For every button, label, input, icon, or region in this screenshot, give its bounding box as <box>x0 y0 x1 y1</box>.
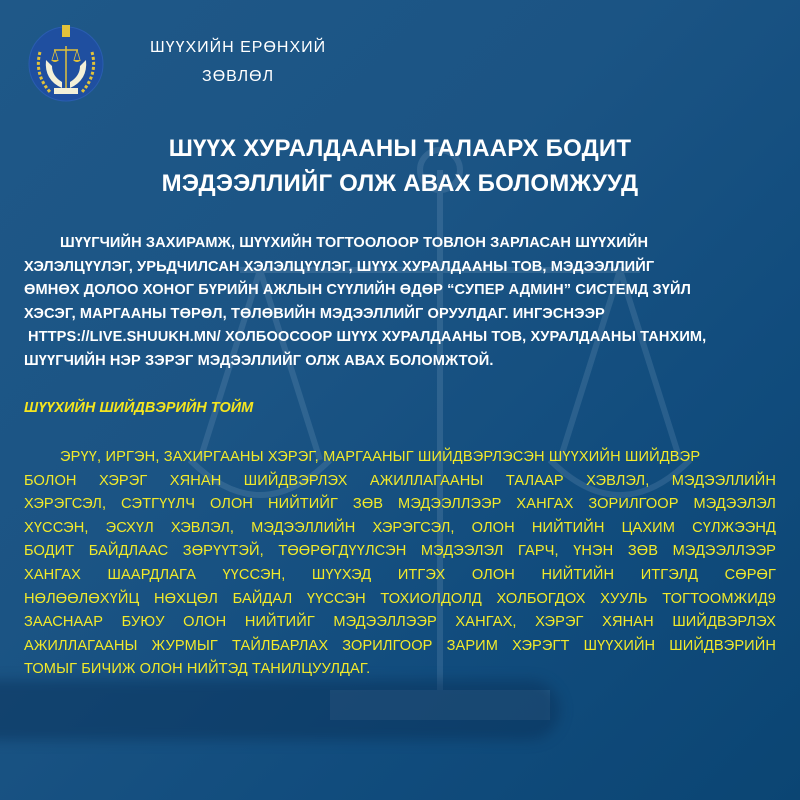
summary-line: ТОМЫГ БИЧИЖ ОЛОН НИЙТЭД ТАНИЛЦУУЛДАГ. <box>24 661 371 678</box>
summary-line: БОЛОН ХЭРЭГ ХЯНАН ШИЙДВЭРЛЭХ АЖИЛЛАГААНЫ ТАЛААР ХЭВЛЭЛ, МЭДЭЭЛЛИЙН <box>24 472 776 489</box>
intro-line: HTTPS://LIVE.SHUUKH.MN/ ХОЛБООСООР ШҮҮХ ХУРАЛДААНЫ ТОВ, ХУРАЛДААНЫ ТАНХИМ, <box>28 329 707 345</box>
intro-line: ХЭСЭГ, МАРГААНЫ ТӨРӨЛ, ТӨЛӨВИЙН МЭДЭЭЛЛИЙГ ОРУУЛДАГ. ИНГЭСНЭЭР <box>24 305 605 322</box>
header <box>26 22 326 102</box>
organization-name <box>150 33 326 91</box>
court-emblem-icon <box>26 22 106 102</box>
page-title-line2: МЭДЭЭЛЛИЙГ ОЛЖ АВАХ БОЛОМЖУУД <box>161 170 639 197</box>
summary-line: ЭРҮҮ, ИРГЭН, ЗАХИРГААНЫ ХЭРЭГ, МАРГААНЫГ ШИЙДВЭРЛЭСЭН ШҮҮХИЙН ШИЙДВЭР <box>60 449 701 465</box>
summary-line: ХҮССЭН, ЭСХҮЛ ХЭВЛЭЛ, МЭДЭЭЛЛИЙН ХЭРЭГСЭЛ, ОЛОН НИЙТИЙН ЦАХИМ СҮЛЖЭЭНД <box>24 519 776 536</box>
intro-line: ӨМНӨХ ДОЛОО ХОНОГ БҮРИЙН АЖЛЫН СҮҮЛИЙН ӨДӨР “СУПЕР АДМИН” СИСТЕМД ЗҮЙЛ <box>24 282 691 298</box>
intro-paragraph <box>24 232 780 373</box>
summary-line: БОДИТ БАЙДЛААС ЗӨРҮҮТЭЙ, ТӨӨРӨГДҮҮЛСЭН МЭДЭЭЛЭЛ ГАРЧ, ҮНЭН ЗӨВ МЭДЭЭЛЛЭЭР <box>24 543 776 560</box>
page-title <box>0 131 800 201</box>
summary-line: ХЭРЭГСЭЛ, СЭТГҮҮЛЧ ОЛОН НИЙТИЙГ ЗӨВ МЭДЭЭЛЛЭЭР ХАНГАХ ЗОРИЛГООР МЭДЭЭЛЭЛ <box>24 496 776 513</box>
organization-name-line2: ЗӨВЛӨЛ <box>202 68 275 85</box>
intro-line: ХЭЛЭЛЦҮҮЛЭГ, УРЬДЧИЛСАН ХЭЛЭЛЦҮҮЛЭГ, ШҮҮХ ХУРАЛДААНЫ ТОВ, МЭДЭЭЛЛИЙГ <box>24 258 655 275</box>
page-title-line1: ШҮҮХ ХУРАЛДААНЫ ТАЛААРХ БОДИТ <box>168 135 632 162</box>
summary-line: ЗААСНААР БУЮУ ОЛОН НИЙТИЙГ МЭДЭЭЛЛЭЭР ХАНГАХ, ХЭРЭГ ХЯНАН ШИЙДВЭРЛЭХ <box>24 614 776 631</box>
summary-line: АЖИЛЛАГААНЫ ЖУРМЫГ ТАЙЛБАРЛАХ ЗОРИЛГООР ЗАРИМ ХЭРЭГТ ШҮҮХИЙН ШИЙДВЭРИЙН <box>24 637 776 654</box>
intro-line: ШҮҮГЧИЙН НЭР ЗЭРЭГ МЭДЭЭЛЛИЙГ ОЛЖ АВАХ БОЛОМЖТОЙ. <box>24 352 494 369</box>
summary-line: ХАНГАХ ШААРДЛАГА ҮҮССЭН, ШҮҮХЭД ИТГЭХ ОЛОН НИЙТИЙН ИТГЭЛД СӨРӨГ <box>24 566 776 583</box>
intro-line: ШҮҮГЧИЙН ЗАХИРАМЖ, ШҮҮХИЙН ТОГТООЛООР ТОВЛОН ЗАРЛАСАН ШҮҮХИЙН <box>60 235 649 251</box>
summary-line: НӨЛӨӨЛӨХҮЙЦ НӨХЦӨЛ БАЙДАЛ ҮҮССЭН ТОХИОЛДОЛД ХОЛБОГДОХ ХУУЛЬ ТОГТООМЖИД9 <box>24 590 776 607</box>
organization-name-line1: ШҮҮХИЙН ЕРӨНХИЙ <box>150 39 327 56</box>
background-blur-shape <box>0 680 560 740</box>
section-heading: ШҮҮХИЙН ШИЙДВЭРИЙН ТОЙМ <box>24 400 254 416</box>
summary-paragraph <box>24 446 776 682</box>
